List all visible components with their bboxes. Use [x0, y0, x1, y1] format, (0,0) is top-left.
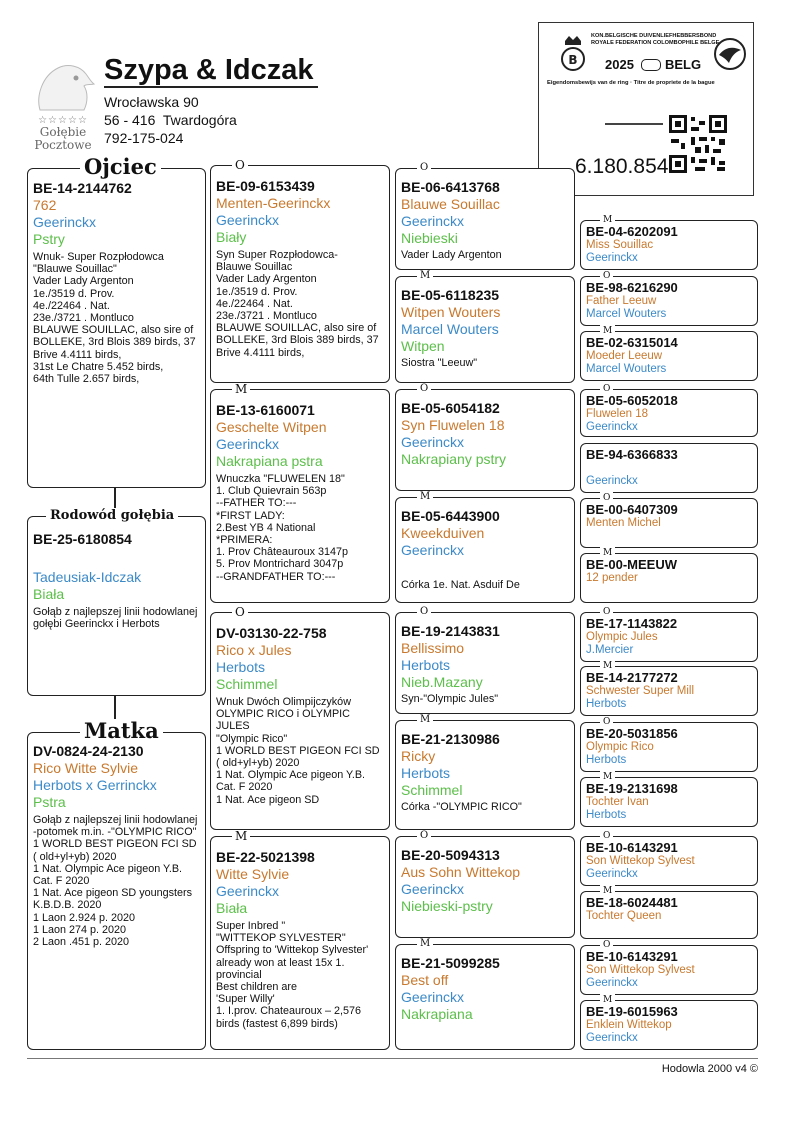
gen4-ring-6: BE-00-6407309: [586, 502, 678, 517]
gen4-name-13: Tochter Queen: [586, 910, 662, 922]
gen4-breeder-1: Geerinckx: [586, 252, 638, 264]
gen3-description-6: Córka -"OLYMPIC RICO": [401, 801, 522, 813]
mother-ring: DV-0824-24-2130: [33, 743, 144, 759]
gen4-breeder-3: Marcel Wouters: [586, 363, 667, 375]
gen3-breeder-7: Geerinckx: [401, 881, 465, 897]
gen4-name-8: Olympic Jules: [586, 631, 658, 643]
gen2-color-3: Schimmel: [216, 676, 278, 692]
gen3-color-8: Nakrapiana: [401, 1006, 473, 1022]
mother-color: Pstra: [33, 794, 66, 810]
svg-text:B: B: [568, 53, 578, 67]
gen3-name-2: Witpen Wouters: [401, 304, 501, 320]
gen3-content-3: [396, 397, 574, 489]
gen4-tag-14: O: [600, 939, 613, 951]
gen2-breeder-2: Geerinckx: [216, 436, 280, 452]
gen3-color-3: Nakrapiany pstry: [401, 451, 507, 467]
gen4-content-11: [581, 780, 757, 826]
logo-stars: ☆☆☆☆☆: [38, 115, 88, 126]
gen4-ring-12: BE-10-6143291: [586, 840, 678, 855]
gen3-description-2: Siostra "Leeuw": [401, 357, 478, 369]
gen3-ring-5: BE-19-2143831: [401, 623, 500, 639]
gen4-name-6: Menten Michel: [586, 517, 661, 529]
gen4-name-9: Schwester Super Mill: [586, 685, 695, 697]
gen2-tag-1: O: [232, 159, 248, 171]
subject-breeder: Tadeusiak-Idczak: [33, 569, 142, 585]
logo-text-2: Pocztowe: [34, 138, 92, 152]
gen4-ring-3: BE-02-6315014: [586, 335, 678, 350]
gen4-name-11: Tochter Ivan: [586, 796, 649, 808]
gen3-name-8: Best off: [401, 972, 449, 988]
gen2-color-4: Biała: [216, 900, 248, 916]
gen3-tag-6: M: [417, 714, 433, 726]
gen4-breeder-14: Geerinckx: [586, 977, 638, 989]
gen4-content-3: [581, 334, 757, 380]
gen4-name-1: Miss Souillac: [586, 239, 654, 251]
gen4-content-5: [581, 446, 757, 492]
father-name: 762: [33, 197, 57, 213]
gen2-color-1: Biały: [216, 229, 247, 245]
title-underline: [104, 86, 318, 88]
father-ring: BE-14-2144762: [33, 180, 132, 196]
phone-number: 792-175-024: [104, 130, 184, 146]
gen4-breeder-2: Marcel Wouters: [586, 308, 667, 320]
gen3-color-5: Nieb.Mazany: [401, 674, 483, 690]
father-color: Pstry: [33, 231, 65, 247]
footer-rule: [27, 1058, 758, 1059]
gen3-name-1: Blauwe Souillac: [401, 196, 500, 212]
gen4-name-14: Son Wittekop Sylvest: [586, 964, 695, 976]
gen4-name-15: Enklein Wittekop: [586, 1019, 672, 1031]
gen2-name-1: Menten-Geerinckx: [216, 195, 331, 211]
gen4-tag-10: O: [600, 716, 613, 728]
gen4-content-12: [581, 839, 757, 885]
gen4-name-2: Father Leeuw: [586, 295, 657, 307]
gen3-tag-3: O: [417, 383, 431, 395]
mother-name: Rico Witte Sylvie: [33, 760, 139, 776]
gen3-name-7: Aus Sohn Wittekop: [401, 864, 521, 880]
gen4-ring-7: BE-00-MEEUW: [586, 557, 678, 572]
gen4-content-15: [581, 1003, 757, 1049]
gen4-tag-1: M: [600, 214, 615, 226]
gen4-tag-9: M: [600, 660, 615, 672]
gen4-tag-12: O: [600, 830, 613, 842]
gen4-breeder-4: Geerinckx: [586, 421, 638, 433]
gen3-tag-5: O: [417, 606, 431, 618]
ownership-line: Eigendomsbewijs van de ring · Titre de propriete de la bague: [547, 80, 715, 86]
gen3-tag-1: O: [417, 162, 431, 174]
ring-number: 6.180.854: [575, 155, 669, 178]
subject-description: Gołąb z najlepszej linii hodowlanej gołębi Geerinckx i Herbots: [33, 606, 198, 631]
gen3-description-5: Syn-"Olympic Jules": [401, 693, 499, 705]
gen4-ring-2: BE-98-6216290: [586, 280, 678, 295]
gen2-breeder-3: Herbots: [216, 659, 266, 675]
gen3-ring-3: BE-05-6054182: [401, 400, 500, 416]
gen3-description-4: Córka 1e. Nat. Asduif De: [401, 579, 520, 591]
gen2-description-3: Wnuk Dwóch Olimpijczyków OLYMPIC RICO i OLYMPIC JULES "Olympic Rico" 1 WORLD BEST PIGEON FCI SD ( old+yl+yb) 2020 1 Nat. Olympic Ace pigeon Y.B. Cat. F 2020 1 Nat. Ace pigeon SD: [216, 696, 380, 806]
gen3-color-7: Niebieski-pstry: [401, 898, 493, 914]
gen2-ring-2: BE-13-6160071: [216, 402, 315, 418]
gen4-ring-13: BE-18-6024481: [586, 895, 678, 910]
gen4-content-1: [581, 223, 757, 269]
gen4-breeder-15: Geerinckx: [586, 1032, 638, 1044]
gen2-description-2: Wnuczka "FLUWELEN 18" 1. Club Quievrain 563p --FATHER TO:--- *FIRST LADY: 2.Best YB 4 National *PRIMERA: 1. Prov Châteauroux 3147p 5. Prov Montrichard 3047p --GRANDFATHER TO:---: [216, 473, 349, 583]
gen3-color-6: Schimmel: [401, 782, 463, 798]
mother-description: Gołąb z najlepszej linii hodowlanej -potomek m.in. -"OLYMPIC RICO" 1 WORLD BEST PIGEON FCI SD ( old+yl+yb) 2020 1 Nat. Olympic Ace pigeon Y.B. Cat. F 2020 1 Nat. Ace pigeon SD youngsters K.B.D.B. 2020 1 Laon 2.924 p. 2020 1 Laon 274 p. 2020 2 Laon .451 p. 2020: [33, 814, 198, 949]
gen3-name-3: Syn Fluwelen 18: [401, 417, 505, 433]
gen2-description-1: Syn Super Rozpłodowca- Blauwe Souillac Vader Lady Argenton 1e./3519 d. Prov. 4e./22464 . Nat. 23e./3721 . Montluco BLAUWE SOUILLAC, also sire of BOLLEKE, 3rd Blois 389 birds, 37 Brive 4.4111 birds,: [216, 249, 379, 359]
gen4-content-9: [581, 669, 757, 715]
gen4-tag-8: O: [600, 606, 613, 618]
father-breeder: Geerinckx: [33, 214, 97, 230]
gen3-breeder-5: Herbots: [401, 657, 451, 673]
gen4-tag-6: O: [600, 492, 613, 504]
gen3-tag-8: M: [417, 938, 433, 950]
gen4-tag-4: O: [600, 383, 613, 395]
gen4-content-7: [581, 556, 757, 602]
gen4-breeder-8: J.Mercier: [586, 644, 634, 656]
gen3-ring-8: BE-21-5099285: [401, 955, 500, 971]
gen4-ring-8: BE-17-1143822: [586, 616, 678, 631]
gen2-content-1: [211, 175, 389, 381]
gen3-content-8: [396, 952, 574, 1048]
mother-title: Matka: [80, 719, 163, 743]
gen4-tag-13: M: [600, 885, 615, 897]
gen3-content-5: [396, 620, 574, 712]
gen4-name-12: Son Wittekop Sylvest: [586, 855, 695, 867]
gen2-description-4: Super Inbred " "WITTEKOP SYLVESTER" Offspring to 'Wittekop Sylvester' already won at least 15x 1. provincial Best children are 'Super Willy' 1. I.prov. Chateauroux – 2,576 birds (fastest 6,899 birds): [216, 920, 369, 1030]
gen4-ring-11: BE-19-2131698: [586, 781, 678, 796]
gen2-ring-1: BE-09-6153439: [216, 178, 315, 194]
gen2-content-4: [211, 846, 389, 1048]
subject-content: [28, 528, 204, 692]
gen2-name-4: Witte Sylvie: [216, 866, 290, 882]
gen2-breeder-1: Geerinckx: [216, 212, 280, 228]
father-description: Wnuk- Super Rozpłodowca "Blauwe Souillac" Vader Lady Argenton 1e./3519 d. Prov. 4e./22464 . Nat. 23e./3721 . Montluco BLAUWE SOUILLAC, also sire of BOLLEKE, 3rd Blois 389 birds, 37 Brive 4.4111 birds, 31st Le Chatre 5.452 birds, 64th Tulle 2.657 birds,: [33, 251, 196, 386]
gen3-color-2: Witpen: [401, 338, 445, 354]
gen3-content-4: [396, 505, 574, 601]
qr-code: [669, 115, 727, 178]
gen3-breeder-8: Geerinckx: [401, 989, 465, 1005]
mother-breeder: Herbots x Gerrinckx: [33, 777, 157, 793]
gen3-ring-7: BE-20-5094313: [401, 847, 500, 863]
gen4-content-13: [581, 894, 757, 938]
gen4-ring-10: BE-20-5031856: [586, 726, 678, 741]
gen3-ring-4: BE-05-6443900: [401, 508, 500, 524]
gen2-breeder-4: Geerinckx: [216, 883, 280, 899]
subject-color: Biała: [33, 586, 65, 602]
gen2-tag-3: O: [232, 606, 248, 618]
gen4-content-8: [581, 615, 757, 661]
gen4-tag-7: M: [600, 547, 615, 559]
gen4-ring-15: BE-19-6015963: [586, 1004, 678, 1019]
gen4-name-10: Olympic Rico: [586, 741, 654, 753]
gen4-content-14: [581, 948, 757, 994]
footer-credit: Hodowla 2000 v4 ©: [661, 1063, 758, 1075]
gen4-breeder-11: Herbots: [586, 809, 627, 821]
gen3-tag-7: O: [417, 830, 431, 842]
breeder-logo: [28, 58, 98, 152]
gen3-ring-1: BE-06-6413768: [401, 179, 500, 195]
gen4-name-5: [586, 462, 752, 475]
gen4-breeder-10: Herbots: [586, 754, 627, 766]
signature-stroke: [605, 123, 663, 125]
gen4-ring-5: BE-94-6366833: [586, 447, 678, 462]
gen2-color-2: Nakrapiana pstra: [216, 453, 323, 469]
gen3-tag-2: M: [417, 270, 433, 282]
page-title: Szypa & Idczak: [104, 54, 314, 86]
gen4-tag-2: O: [600, 270, 613, 282]
gen4-tag-11: M: [600, 771, 615, 783]
gen3-ring-6: BE-21-2130986: [401, 731, 500, 747]
gen3-breeder-1: Geerinckx: [401, 213, 465, 229]
gen4-tag-3: M: [600, 325, 615, 337]
gen4-breeder-9: Herbots: [586, 698, 627, 710]
gen2-ring-3: DV-03130-22-758: [216, 625, 327, 641]
gen4-ring-1: BE-04-6202091: [586, 224, 678, 239]
gen2-name-2: Geschelte Witpen: [216, 419, 327, 435]
subject-ring: BE-25-6180854: [33, 531, 132, 547]
gen4-breeder-5: Geerinckx: [586, 475, 638, 487]
gen3-name-5: Bellissimo: [401, 640, 465, 656]
gen3-breeder-3: Geerinckx: [401, 434, 465, 450]
gen2-ring-4: BE-22-5021398: [216, 849, 315, 865]
gen3-content-7: [396, 844, 574, 936]
pigeon-head-icon: [28, 58, 98, 114]
gen4-ring-4: BE-05-6052018: [586, 393, 678, 408]
gen4-ring-14: BE-10-6143291: [586, 949, 678, 964]
org-name-line2: ROYALE FEDERATION COLOMBOPHILE BELGE: [591, 40, 720, 46]
father-title: Ojciec: [80, 155, 161, 179]
gen3-tag-4: M: [417, 491, 433, 503]
gen3-description-1: Vader Lady Argenton: [401, 249, 502, 261]
mother-content: [28, 740, 204, 1046]
kbdb-crest-icon: [561, 35, 585, 80]
ring-small-crest-icon: [641, 59, 661, 71]
gen2-tag-2: M: [232, 383, 250, 395]
logo-text-1: Gołębie: [39, 125, 87, 139]
gen3-content-6: [396, 728, 574, 828]
org-name-line1: KON.BELGISCHE DUIVENLIEFHEBBERSBOND: [591, 33, 717, 39]
gen3-color-1: Niebieski: [401, 230, 458, 246]
gen4-breeder-12: Geerinckx: [586, 868, 638, 880]
gen3-content-1: [396, 176, 574, 268]
pedigree-title: Rodowód gołębia: [46, 508, 178, 524]
gen4-name-3: Moeder Leeuw: [586, 350, 663, 362]
address-line2: 56 - 416 Twardogóra: [104, 112, 237, 128]
father-content: [28, 177, 204, 485]
ring-year: 2025: [605, 57, 634, 72]
gen3-breeder-4: Geerinckx: [401, 542, 465, 558]
gen3-name-6: Ricky: [401, 748, 436, 764]
gen4-content-10: [581, 725, 757, 771]
gen3-content-2: [396, 284, 574, 381]
gen2-content-2: [211, 399, 389, 601]
gen3-ring-2: BE-05-6118235: [401, 287, 500, 303]
gen4-content-2: [581, 279, 757, 325]
gen2-content-3: [211, 622, 389, 828]
gen2-tag-4: M: [232, 830, 250, 842]
gen4-name-7: 12 pender: [586, 572, 638, 584]
gen4-content-6: [581, 501, 757, 547]
gen3-breeder-2: Marcel Wouters: [401, 321, 499, 337]
gen2-name-3: Rico x Jules: [216, 642, 292, 658]
address-line1: Wrocławska 90: [104, 94, 199, 110]
ring-country: BELG: [665, 57, 702, 72]
gen4-tag-15: M: [600, 994, 615, 1006]
gen4-ring-9: BE-14-2177272: [586, 670, 678, 685]
gen3-breeder-6: Herbots: [401, 765, 451, 781]
gen4-content-4: [581, 392, 757, 436]
gen3-name-4: Kweekduiven: [401, 525, 485, 541]
gen4-name-4: Fluwelen 18: [586, 408, 649, 420]
